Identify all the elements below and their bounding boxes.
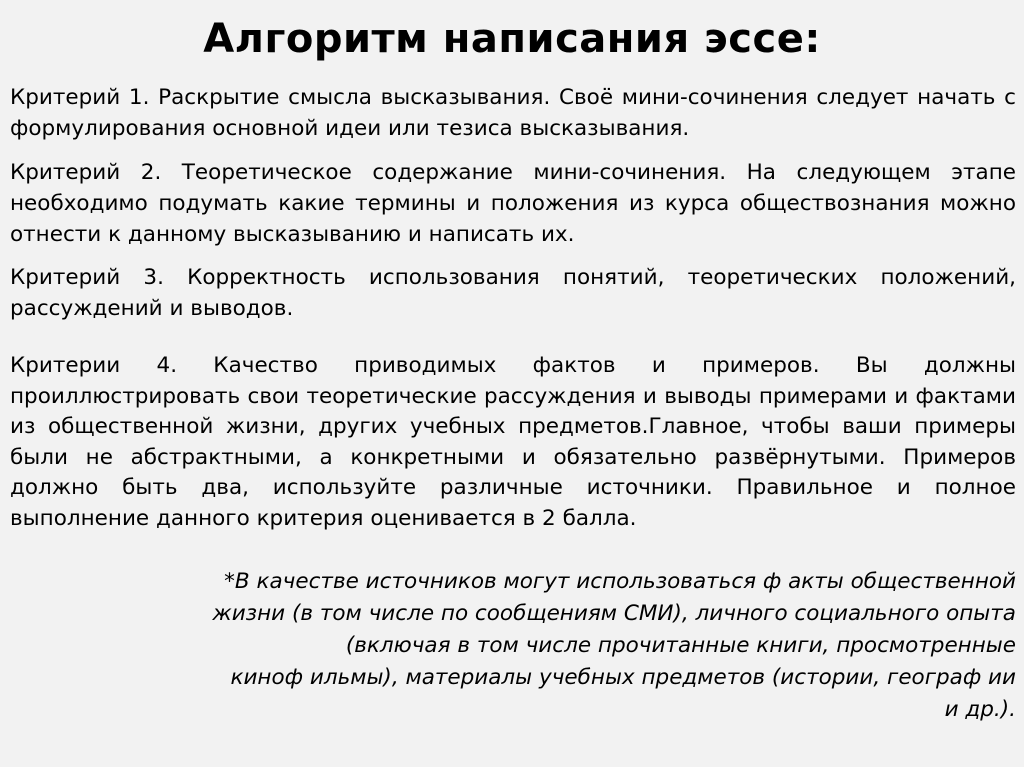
criterion-1: Критерий 1. Раскрытие смысла высказывания. Своё мини-сочинения следует начать с формулирования основной идеи или тезиса высказывания. xyxy=(10,85,1016,141)
footnote xyxy=(100,566,1016,726)
criterion-3: Критерий 3. Корректность использования понятий, теоретических положений, рассуждений и выводов. xyxy=(10,265,1016,321)
page-title: Алгоритм написания эссе: xyxy=(203,16,821,62)
footnote-line: (включая в том числе прочитанные книги, просмотренные xyxy=(345,633,1016,658)
footnote-line: жизни (в том числе по сообщениям СМИ), личного социального опыта xyxy=(212,601,1016,626)
criterion-4: Критерии 4. Качество приводимых фактов и примеров. Вы должны проиллюстрировать свои теоретические рассуждения и выводы примерами и фактами из общественной жизни, других учебных предметов.Главное, чтобы ваши примеры были не абстрактными, а конкретными и обязательно развёрнутыми. Примеров должно быть два, используйте различные источники. Правильное и полное выполнение данного критерия оценивается в 2 балла. xyxy=(10,353,1016,531)
footnote-line: *В качестве источников могут использоваться ф акты общественной xyxy=(224,569,1016,594)
footnote-line: и др.). xyxy=(944,697,1016,722)
criterion-2: Критерий 2. Теоретическое содержание мини-сочинения. На следующем этапе необходимо подумать какие термины и положения из курса обществознания можно отнести к данному высказыванию и написать их. xyxy=(10,160,1016,247)
footnote-line: киноф ильмы), материалы учебных предметов (истории, географ ии xyxy=(230,665,1016,690)
